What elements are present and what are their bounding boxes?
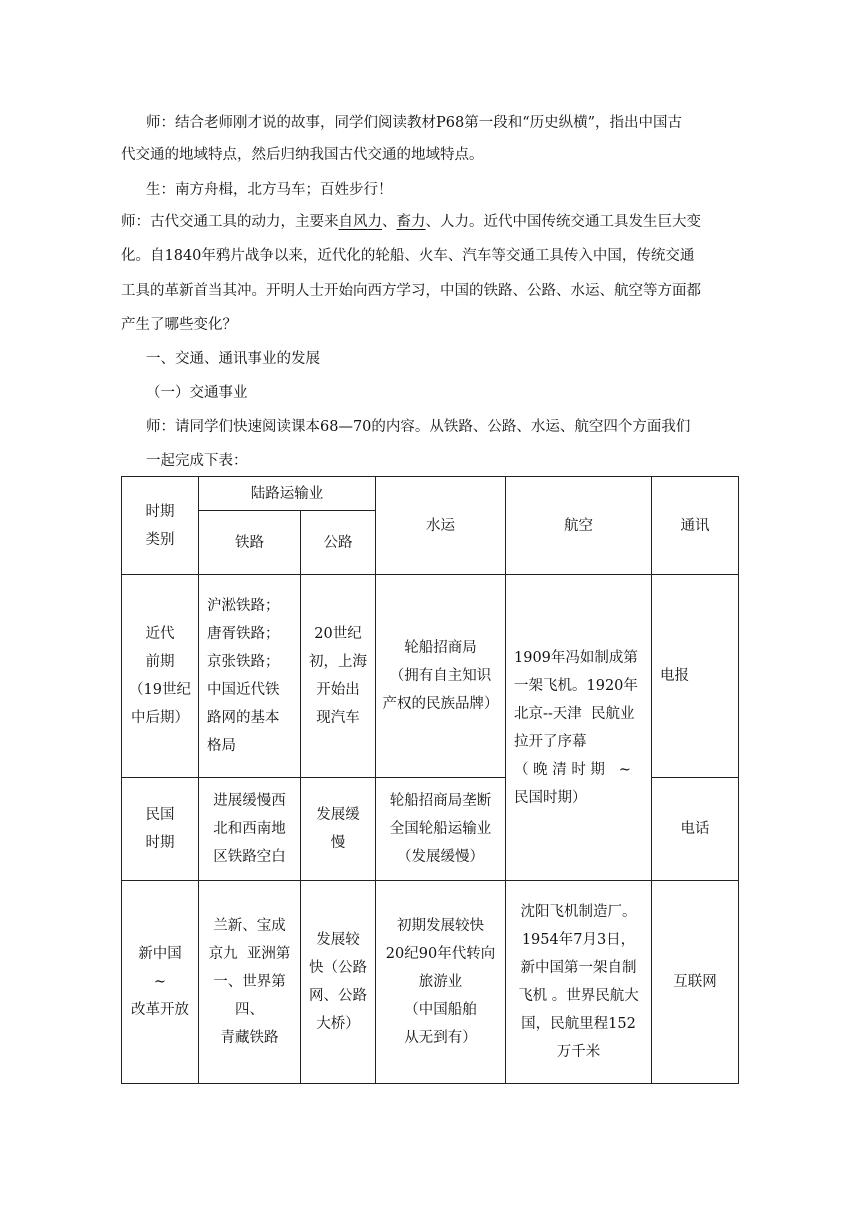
cell-line: 飞机 。世界民航大 [518,988,639,1004]
cell-line: 类别 [145,531,175,548]
comm-cell: 互联网 [652,881,739,1084]
cell-line: 时期 [145,503,175,520]
cell-line: 前期 [145,654,175,670]
cell-line: 初，上海 [309,654,367,670]
cell-line: （发展缓慢） [397,849,484,865]
paragraph-line: 化。自1840年鸦片战争以来，近代化的轮船、火车、汽车等交通工具传入中国，传统交通 [121,248,695,264]
cell-line: 产权的民族品牌） [382,696,499,712]
period-cell [122,575,199,778]
underlined-term: 畜力 [396,214,426,230]
cell-line: 20纪90年代转向 [385,946,496,962]
cell-line: 从无到有） [404,1030,477,1046]
cell-line: 发展较 [316,932,360,948]
rail-cell [199,881,301,1084]
cell-line: 轮船招商局 [404,640,477,656]
water-header: 水运 [376,477,506,575]
road-header: 公路 [301,511,376,575]
cell-line: 一、世界第 [213,974,286,990]
corner-header [122,477,199,575]
air-cell-merged [506,575,652,881]
cell-line: 新中国第一架自制 [520,960,637,976]
cell-line: 开始出 [316,682,360,698]
cell-line: 大桥） [316,1016,360,1032]
water-cell [376,881,506,1084]
cell-line: 1954年7月3日， [521,932,636,948]
comm-cell: 电报 [652,575,739,778]
rail-cell [199,575,301,778]
cell-line: 民国 [145,807,175,823]
cell-line: 万千米 [556,1044,601,1060]
cell-line: 1909年冯如制成第 [514,649,638,666]
period-cell [122,778,199,881]
paragraph-line: 产生了哪些变化？ [121,317,237,333]
cell-line: 京张铁路； [207,654,280,670]
comm-cell: 电话 [652,778,739,881]
cell-line: （19世纪 [129,682,191,698]
cell-line: 青藏铁路 [220,1030,279,1046]
cell-line: ~ [153,974,167,990]
section-heading: 一、交通、通讯事业的发展 [146,351,320,367]
subsection-heading: （一）交通事业 [146,385,248,401]
cell-line: 格局 [207,738,236,754]
cell-line: 全国轮船运输业 [389,821,492,837]
paragraph-line: 工具的革新首当其冲。开明人士开始向西方学习，中国的铁路、公路、水运、航空等方面都 [121,283,701,299]
text-run: 师：古代交通工具的动力，主要来 [121,214,339,230]
cell-line: 兰新、宝成 [213,918,286,934]
cell-line: 进展缓慢西 [213,793,286,809]
cell-line: 20世纪 [314,626,362,642]
cell-line: 区铁路空白 [213,849,286,865]
cell-line: 网、公路 [309,988,367,1004]
cell-line: 改革开放 [131,1002,189,1018]
cell-line: 慢 [330,835,346,851]
cell-line: 民国时期） [514,789,587,806]
road-cell [301,778,376,881]
road-cell [301,575,376,778]
cell-line: 路网的基本 [207,710,280,726]
paragraph-line: 师：结合老师刚才说的故事，同学们阅读教材P68第一段和“历史纵横”，指出中国古 [146,115,683,131]
cell-line: 发展缓 [316,807,360,823]
land-transport-header: 陆路运输业 [199,477,376,511]
cell-line: 近代 [145,626,175,642]
cell-line: 唐胥铁路； [207,626,280,642]
cell-line: 时期 [145,835,175,851]
cell-line: 快（公路 [309,960,367,976]
paragraph-line: 代交通的地域特点，然后归纳我国古代交通的地域特点。 [121,147,484,163]
cell-line: 现汽车 [316,710,360,726]
transport-table [121,476,739,1084]
road-cell [301,881,376,1084]
cell-line: 京九 亚洲第 [208,946,291,962]
text-run: 、 [382,214,397,230]
rail-header: 铁路 [199,511,301,575]
cell-line: （拥有自主知识 [389,668,492,684]
cell-line: 初期发展较快 [397,918,484,934]
cell-line: 北京--天津 民航业 [514,705,635,722]
cell-line: 拉开了序幕 [514,733,587,750]
cell-line: 沪淞铁路； [207,598,280,614]
cell-line: 沈阳飞机制造厂。 [520,904,637,920]
cell-line: 国，民航里程152 [521,1016,636,1032]
underlined-term: 自风力 [338,214,382,230]
paragraph-line: 师：请同学们快速阅读课本68—70的内容。从铁路、公路、水运、航空四个方面我们 [146,419,691,435]
cell-line: 中国近代铁 [207,682,280,698]
cell-line: （中国船舶 [404,1002,477,1018]
water-cell [376,778,506,881]
text-run: 、人力。近代中国传统交通工具发生巨大变 [425,214,701,230]
paragraph-line [121,212,701,232]
cell-line: 中后期） [131,710,189,726]
cell-line: 四、 [235,1002,264,1018]
cell-line: （ 晚 清 时 期 ~ [514,761,631,778]
air-header: 航空 [506,477,652,575]
cell-line: 新中国 [138,946,182,962]
cell-line: 旅游业 [418,974,463,990]
air-cell [506,881,652,1084]
comm-header: 通讯 [652,477,739,575]
cell-line: 一架飞机。1920年 [514,677,638,694]
rail-cell [199,778,301,881]
paragraph-line: 生：南方舟楫，北方马车；百姓步行！ [146,182,393,198]
cell-line: 轮船招商局垄断 [389,793,492,809]
paragraph-line: 一起完成下表： [146,453,248,469]
period-cell [122,881,199,1084]
cell-line: 北和西南地 [213,821,286,837]
water-cell [376,575,506,778]
